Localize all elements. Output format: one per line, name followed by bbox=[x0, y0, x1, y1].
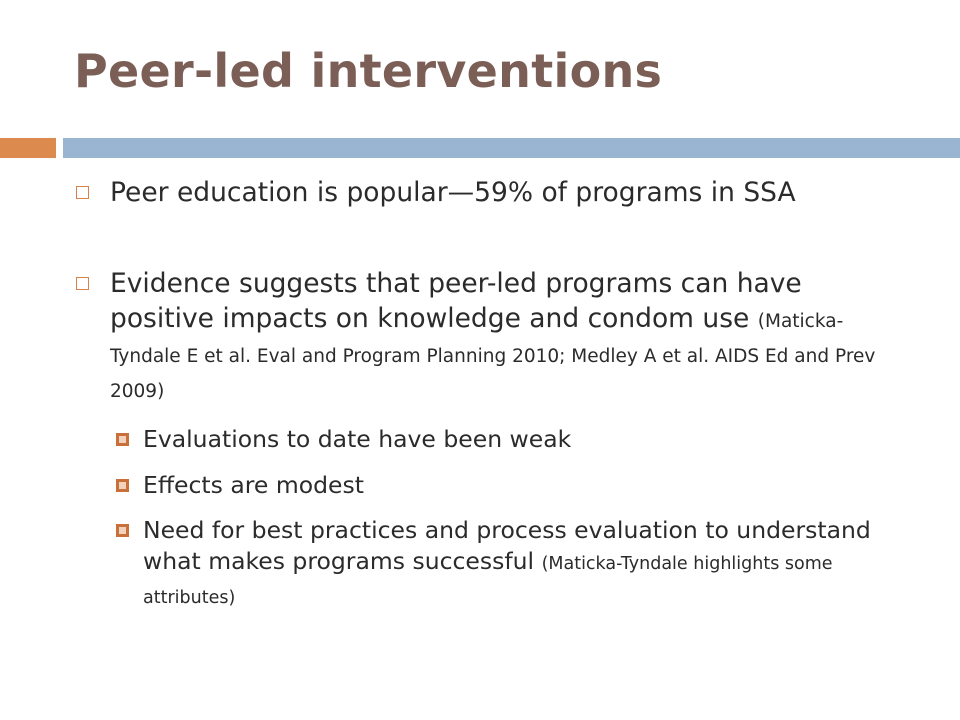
sub-bullet-item bbox=[116, 470, 876, 501]
filled-square-bullet-icon bbox=[116, 433, 129, 446]
bullet-text: Peer education is popular—59% of programs in SSA bbox=[110, 177, 796, 208]
sub-bullet-item bbox=[116, 424, 876, 455]
sub-bullet-text-with-note bbox=[143, 515, 876, 614]
sub-bullet-text: Evaluations to date have been weak bbox=[143, 425, 572, 453]
slide-title: Peer-led interventions bbox=[74, 44, 663, 98]
bullet-item bbox=[76, 266, 876, 406]
hollow-square-bullet-icon bbox=[76, 277, 89, 290]
citation: (Maticka-Tyndale E et al. Eval and Program Planning 2010; Medley A et al. AIDS Ed and Prev 2009) bbox=[110, 311, 876, 402]
sub-bullet-text: Need for best practices and process evaluation to understand what makes programs successful bbox=[143, 516, 871, 575]
bullet-item bbox=[76, 175, 876, 210]
sub-bullet-note: (Maticka-Tyndale highlights some attributes) bbox=[143, 554, 833, 608]
hollow-square-bullet-icon bbox=[76, 186, 89, 199]
filled-square-bullet-icon bbox=[116, 524, 129, 537]
sub-bullet-item bbox=[116, 515, 876, 614]
sub-bullet-text: Effects are modest bbox=[143, 471, 364, 499]
bullet-text: Evidence suggests that peer-led programs can have positive impacts on knowledge and condom use bbox=[110, 268, 802, 334]
filled-square-bullet-icon bbox=[116, 479, 129, 492]
title-accent-bar bbox=[0, 138, 56, 158]
bullet-text-with-citation bbox=[110, 266, 876, 406]
title-divider-bar bbox=[63, 138, 960, 158]
